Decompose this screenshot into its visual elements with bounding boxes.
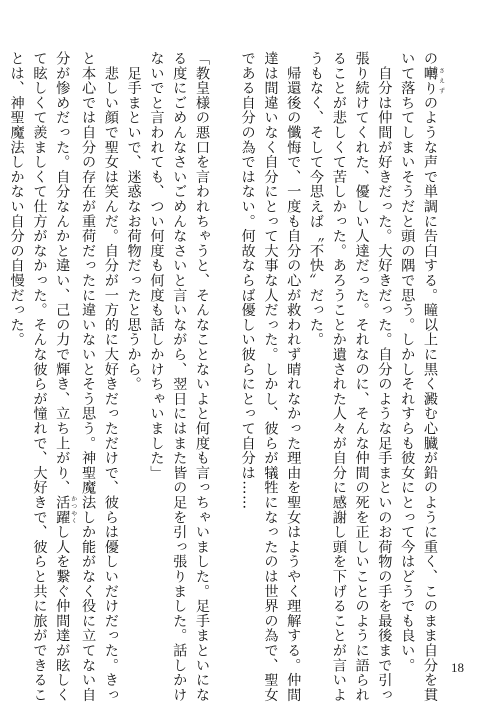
ruby-reading: さえず <box>437 65 445 96</box>
page-number: 18 <box>451 660 464 675</box>
text-line: うもなく、そして今思えば〝不快〟だった。 <box>308 51 325 347</box>
text-line: と本心では自分の存在が重荷だったに違いないとそう思う。神聖魔法しか能がなく役に立てない自 <box>80 51 97 703</box>
vertical-body-text <box>5 51 445 703</box>
text-line: て眩しくて羨ましくて仕方がなかった。そんな彼らが憧れで、大好きで、彼らと共に旅ができるこ <box>31 51 48 703</box>
text-line: である自分の為ではない。何故ならば優しい彼らにとって自分は…… <box>239 51 256 510</box>
text-line: 達は間違いなく自分にとって大事な人だった。しかし、彼らが犠牲になったのは世界の為で、聖女 <box>262 51 279 703</box>
text-line: 帰還後の懺悔で、一度も自分の心が救われず晴れなかった理由を聖女はようやく理解する。仲間 <box>285 51 302 703</box>
text-line: いて落ちてしまいそうだと頭の隅で思う。しかしそれすらも彼女にとって今はどうでも良い。 <box>399 51 416 673</box>
text-line: 自分は仲間が好きだった。大好きだった。自分のような足手まといのお荷物の手を最後まで引っ <box>376 51 393 703</box>
text-line <box>50 51 77 703</box>
text-segment: 分が惨めだった。自分なんかと違い、己の力で輝き、立ち上がり、 <box>54 51 71 495</box>
text-line <box>418 51 445 703</box>
ruby-base: 活躍 <box>54 495 71 525</box>
text-line: ないでと言われても、つい何度も何度も話しかけちゃいました」 <box>148 51 165 481</box>
ruby-reading: かつやく <box>69 495 77 525</box>
text-line: 張り続けてくれた、優しい人達だった。それなのに、そんな仲間の死を正しいことのように語られ <box>353 51 370 703</box>
ruby-base: 囀り <box>422 65 438 96</box>
text-line: とは、神聖魔法しかない自分の自慢だった。 <box>8 51 25 347</box>
text-line: 足手まといで、迷惑なお荷物だったと思うから。 <box>125 51 142 392</box>
text-segment: のような声で単調に告白する。瞳以上に黒く澱む心臓が鉛のように重く、このまま自分を貫 <box>422 95 438 703</box>
text-line: ることが悲しくて苦しかった。あろうことか遺された人々が自分に感謝し頭を下げることが言いよ <box>330 51 347 703</box>
furigana-ruby <box>54 495 77 525</box>
text-segment: の <box>422 51 438 66</box>
text-line: 悲しい顔で聖女は笑んだ。自分が一方的に大好きだっただけで、彼らは優しいだけだった。きっ <box>102 51 119 703</box>
blank-line <box>213 51 236 611</box>
text-segment: し人を繋ぐ仲間達が眩しく <box>54 524 71 703</box>
text-line: 「教皇様の悪口を言われちゃうと、そんなことないよと何度も言っちゃいました。足手まといにな <box>194 51 211 703</box>
furigana-ruby <box>422 65 445 96</box>
text-line: る度にごめんなさいごめんなさいと言いながら、翌日にはまた皆の足を引っ張りました。話しかけ <box>171 51 188 703</box>
